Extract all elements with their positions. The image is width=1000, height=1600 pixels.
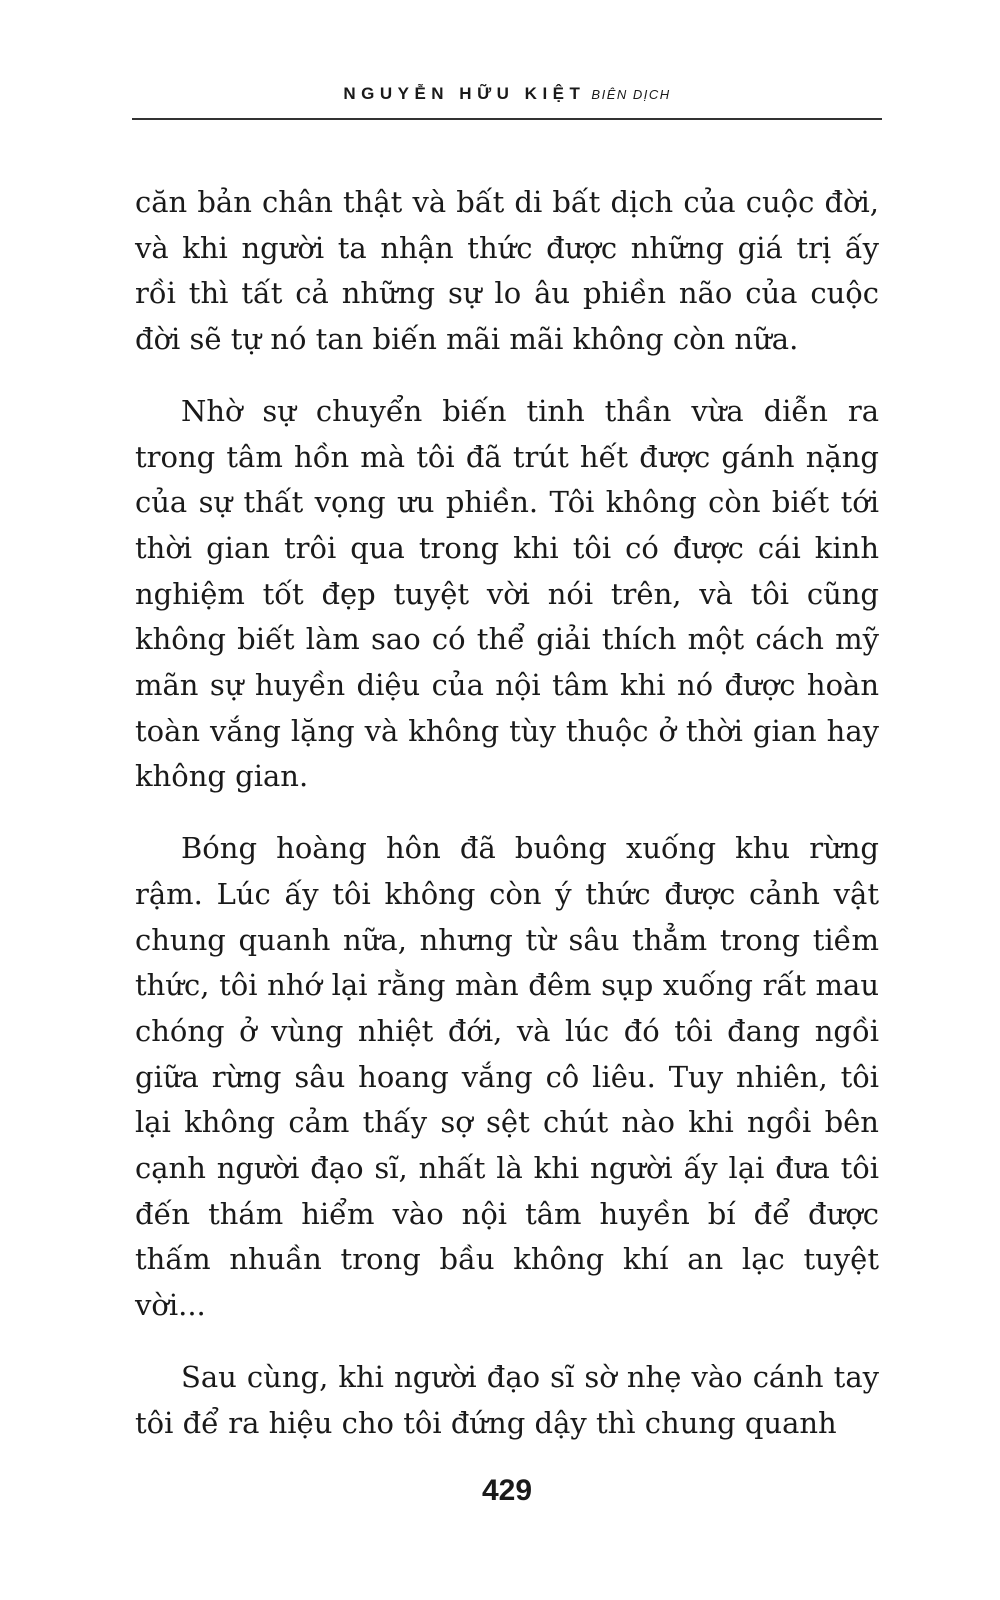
header-role: BIÊN DỊCH xyxy=(591,87,671,102)
paragraph: Nhờ sự chuyển biến tinh thần vừa diễn ra trong tâm hồn mà tôi đã trút hết được gánh nặng của sự thất vọng ưu phiền. Tôi không còn biết tới thời gian trôi qua trong khi tôi có được cái kinh nghiệm tốt đẹp tuyệt vời nói trên, và tôi cũng không biết làm sao có thể giải thích một cách mỹ mãn sự huyền diệu của nội tâm khi nó được hoàn toàn vắng lặng và không tùy thuộc ở thời gian hay không gian. xyxy=(135,393,879,794)
paragraph: Sau cùng, khi người đạo sĩ sờ nhẹ vào cánh tay tôi để ra hiệu cho tôi đứng dậy thì chung quanh xyxy=(135,1359,879,1440)
paragraph: Bóng hoàng hôn đã buông xuống khu rừng rậm. Lúc ấy tôi không còn ý thức được cảnh vật chung quanh nữa, nhưng từ sâu thẳm trong tiềm thức, tôi nhớ lại rằng màn đêm sụp xuống rất mau chóng ở vùng nhiệt đới, và lúc đó tôi đang ngồi giữa rừng sâu hoang vắng cô liêu. Tuy nhiên, tôi lại không cảm thấy sợ sệt chút nào khi ngồi bên cạnh người đạo sĩ, nhất là khi người ấy lại đưa tôi đến thám hiểm vào nội tâm huyền bí để được thấm nhuần trong bầu không khí an lạc tuyệt vời... xyxy=(135,831,879,1323)
header-author: NGUYỄN HỮU KIỆT xyxy=(343,84,586,103)
paragraph-continued: căn bản chân thật và bất di bất dịch của cuộc đời, và khi người ta nhận thức được những giá trị ấy rồi thì tất cả những sự lo âu phiền não của cuộc đời sẽ tự nó tan biến mãi mãi không còn nữa. xyxy=(135,185,879,357)
running-header xyxy=(132,84,882,104)
header-divider xyxy=(132,118,882,120)
page-body xyxy=(135,180,879,1472)
page-number: 429 xyxy=(481,1474,533,1507)
